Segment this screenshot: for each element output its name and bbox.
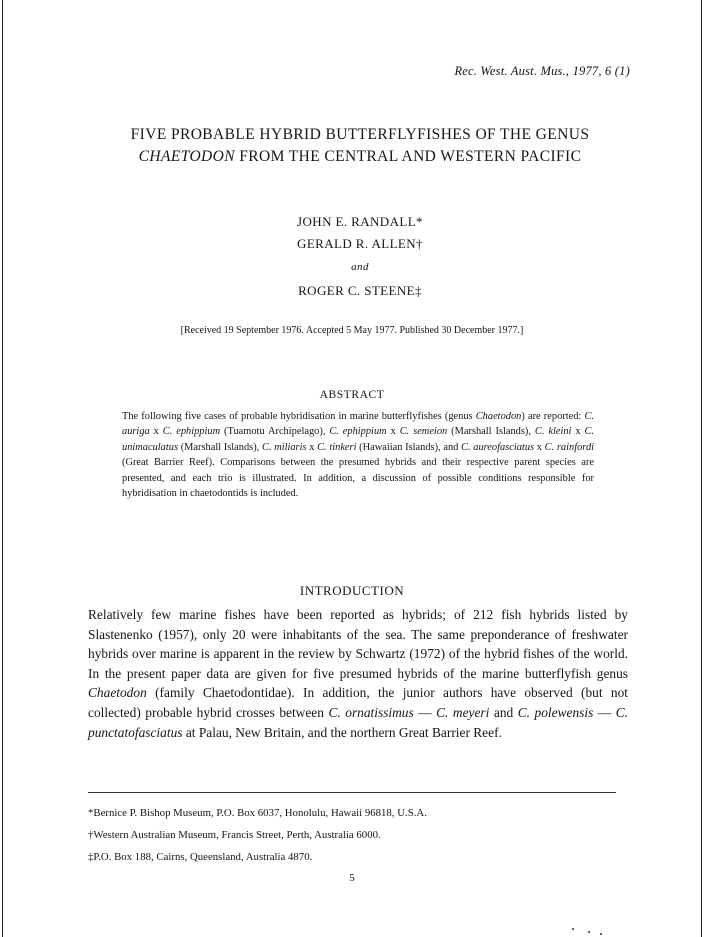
introduction-text: [88, 605, 628, 742]
intro-run: at Palau, New Britain, and the northern Great Barrier Reef.: [182, 724, 502, 740]
abstract-species: C. auriga: [122, 411, 594, 438]
author-conjunction: and: [351, 261, 369, 273]
footnote-cairns-address: ‡P.O. Box 188, Cairns, Queensland, Australia 4870.: [88, 851, 313, 863]
abstract-heading: ABSTRACT: [319, 389, 385, 401]
intro-taxon: Chaetodon: [88, 685, 147, 701]
abstract-text: [122, 409, 594, 501]
scan-speck: [588, 931, 590, 933]
intro-run: (family Chaetodontidae). In addition, the junior authors have observed (but not collected) probable hybrid crosses between: [88, 685, 628, 720]
scan-speck: [572, 928, 574, 930]
abstract-species: C. miliaris: [261, 441, 307, 453]
abstract-run: x: [306, 441, 318, 453]
introduction-heading: INTRODUCTION: [299, 583, 405, 598]
abstract-species: Chaetodon: [475, 411, 522, 422]
footnote-divider: [88, 792, 616, 793]
abstract-run: (Tuamotu Archipelago),: [220, 426, 330, 438]
abstract-run: x: [534, 441, 545, 453]
abstract-run: (Great Barrier Reef). Comparisons between the presumed hybrids and their respective parent species are presented, and each trio is illustrated. In addition, a discussion of possible conditions responsible for hybridisation in chaetodontids is included.: [122, 457, 594, 500]
abstract-species: C. ephippium: [329, 426, 387, 438]
abstract-run: The following five cases of probable hybridisation in marine butterflyfishes (genus: [122, 411, 476, 422]
abstract-run: ) are reported:: [521, 411, 585, 422]
abstract-species: C. ephippium: [162, 426, 221, 438]
footnote-wa-museum: †Western Australian Museum, Francis Street, Perth, Australia 6000.: [88, 829, 381, 841]
abstract-species: C. kleini: [534, 426, 572, 438]
author-block: [70, 211, 650, 301]
intro-run: and: [489, 704, 518, 720]
abstract-run: x: [149, 426, 163, 438]
abstract-run: (Marshall Islands),: [447, 426, 535, 438]
intro-taxon: C. punctatofasciatus: [88, 704, 628, 740]
scan-speck: [600, 933, 602, 935]
abstract-run: (Hawaiian Islands), and: [356, 441, 462, 453]
page-number: 5: [349, 872, 355, 884]
intro-taxon: C. ornatissimus: [328, 704, 414, 720]
intro-run: —: [413, 704, 437, 720]
abstract-run: x: [571, 426, 585, 438]
scan-edge-left: [2, 0, 3, 937]
title-genus: CHAETODON: [138, 148, 235, 165]
title-line-1: FIVE PROBABLE HYBRID BUTTERFLYFISHES OF THE GENUS: [130, 126, 590, 143]
title-line-2-rest: FROM THE CENTRAL AND WESTERN PACIFIC: [234, 148, 582, 165]
intro-taxon: C. polewensis: [517, 704, 594, 720]
abstract-species: C. tinkeri: [317, 441, 357, 453]
abstract-run: (Marshall Islands),: [178, 441, 262, 453]
article-title: [70, 124, 650, 168]
intro-run: Relatively few marine fishes have been reported as hybrids; of 212 fish hybrids listed by Slastenenko (1957), only 20 were inhabitants of the sea. The same preponderance of freshwater hybrids over marine is apparent in the review by Schwartz (1972) of the hybrid fishes of the world. In the present paper data are given for five presumed hybrids of the marine butterflyfish genus: [88, 607, 628, 681]
received-dates: [Received 19 September 1976. Accepted 5 May 1977. Published 30 December 1977.]: [180, 325, 524, 336]
title-line-2: [70, 146, 650, 168]
author-randall: JOHN E. RANDALL*: [297, 214, 423, 229]
footnote-bishop-museum: *Bernice P. Bishop Museum, P.O. Box 6037, Honolulu, Hawaii 96818, U.S.A.: [88, 807, 427, 819]
abstract-species: C. unimaculatus: [122, 426, 595, 453]
running-head: Rec. West. Aust. Mus., 1977, 6 (1): [454, 64, 630, 78]
footnotes: [88, 802, 618, 868]
abstract-species: C. aureofasciatus: [461, 441, 535, 453]
abstract-species: C. semeion: [399, 426, 448, 438]
scan-edge-right: [701, 0, 702, 937]
intro-run: —: [593, 704, 616, 720]
intro-taxon: C. meyeri: [436, 704, 490, 720]
author-allen: GERALD R. ALLEN†: [297, 236, 423, 251]
abstract-species: C. rainfordi: [544, 441, 595, 453]
author-steene: ROGER C. STEENE‡: [298, 283, 422, 298]
abstract-run: x: [386, 426, 400, 438]
